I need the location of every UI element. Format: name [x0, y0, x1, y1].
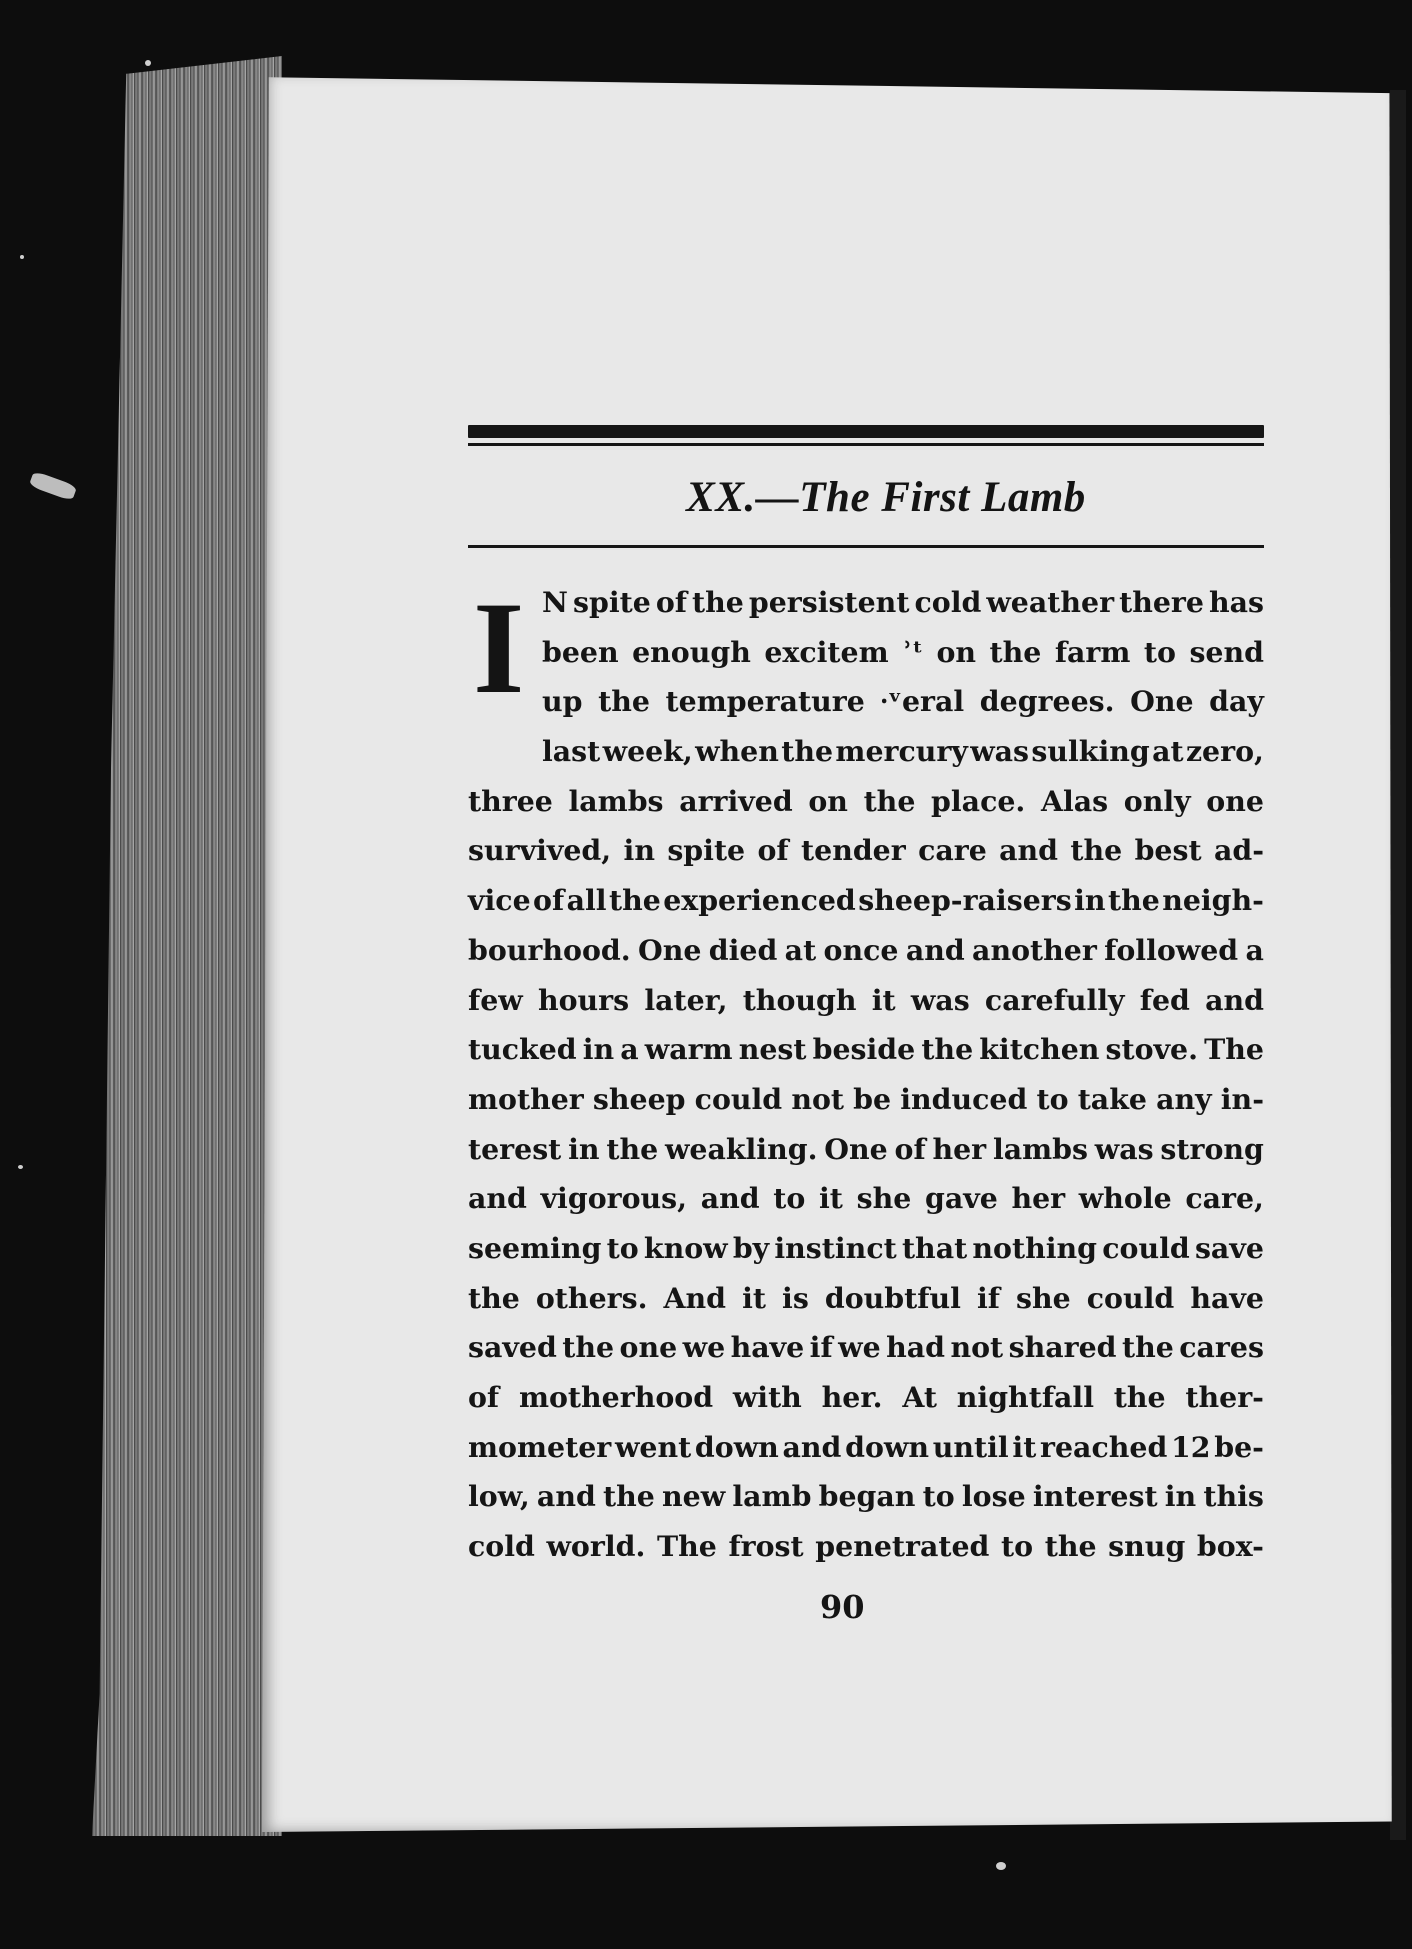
word: mercury — [835, 734, 968, 769]
book-fore-edge — [92, 56, 282, 1836]
word: And — [663, 1280, 727, 1315]
word: 12 — [1171, 1429, 1211, 1464]
text-line — [468, 876, 1264, 926]
word: and — [999, 833, 1059, 868]
word: sulking — [1031, 734, 1150, 769]
word: terest — [468, 1131, 562, 1166]
word: One — [824, 1131, 888, 1166]
word: ʾᵗ — [902, 634, 924, 669]
word: on — [808, 783, 848, 818]
word: warm — [644, 1032, 733, 1067]
text-line — [468, 1274, 1264, 1324]
word: box- — [1196, 1529, 1264, 1564]
word: at — [784, 932, 817, 967]
word: degrees. — [979, 684, 1115, 719]
word: vigorous, — [540, 1181, 688, 1216]
justified-line — [468, 1323, 1264, 1373]
word: not — [950, 1330, 1004, 1365]
word: vice — [468, 883, 531, 918]
word: others. — [535, 1280, 648, 1315]
justified-line — [542, 628, 1264, 678]
justified-line — [468, 1174, 1264, 1224]
word: have — [730, 1330, 805, 1365]
word: and — [700, 1181, 760, 1216]
word: interest — [1032, 1479, 1158, 1514]
word: her. — [821, 1380, 883, 1414]
word: kitchen — [979, 1032, 1100, 1067]
heading-rule-bottom — [468, 545, 1264, 548]
word: to — [773, 1181, 806, 1216]
word: shared — [1008, 1330, 1117, 1365]
word: any — [1156, 1081, 1212, 1116]
word: lambs — [568, 783, 664, 818]
text-line — [468, 1025, 1264, 1075]
justified-line — [468, 1025, 1264, 1075]
word: snug — [1108, 1529, 1186, 1564]
justified-line — [468, 777, 1264, 827]
word: the — [1107, 883, 1160, 918]
justified-line — [468, 1274, 1264, 1324]
word: take — [1077, 1081, 1147, 1116]
justified-line — [468, 976, 1264, 1026]
word: sheep — [592, 1081, 686, 1116]
word: she — [856, 1181, 912, 1216]
word: down — [845, 1429, 929, 1464]
word: strong — [1160, 1131, 1264, 1166]
word: temperature — [665, 684, 865, 719]
text-line — [468, 1323, 1264, 1373]
word: sheep-raisers — [858, 883, 1072, 918]
word: know — [643, 1230, 728, 1265]
word: The — [656, 1529, 717, 1564]
scan-speck — [29, 471, 78, 502]
word: has — [1208, 585, 1264, 619]
word: to — [1143, 634, 1176, 669]
word: farm — [1054, 634, 1131, 669]
word: nothing — [972, 1230, 1098, 1265]
word: care, — [1185, 1181, 1264, 1216]
word: cold — [468, 1529, 535, 1564]
word: lose — [961, 1479, 1026, 1514]
word: of — [894, 1131, 926, 1166]
word: bourhood. — [468, 932, 631, 967]
word: the — [598, 684, 650, 719]
word: it — [1012, 1429, 1037, 1464]
word: place. — [931, 783, 1026, 818]
word: the — [468, 1280, 520, 1315]
word: to — [1001, 1529, 1034, 1564]
word: saved — [468, 1330, 557, 1365]
justified-line — [468, 1224, 1264, 1274]
text-line — [468, 826, 1264, 876]
word: the — [608, 883, 661, 918]
word: there — [1119, 585, 1204, 619]
word: if — [809, 1330, 833, 1365]
justified-line — [468, 1373, 1264, 1423]
word: once — [823, 932, 899, 967]
text-line — [468, 1075, 1264, 1125]
word: down — [694, 1429, 779, 1464]
page-number: 90 — [820, 1588, 865, 1626]
chapter-heading: XX.—The First Lamb — [686, 474, 1086, 521]
text-line — [468, 777, 1264, 827]
word: fed — [1139, 982, 1190, 1017]
heading-rule-heavy — [468, 425, 1264, 438]
word: the — [1121, 1330, 1174, 1365]
word: it — [871, 982, 896, 1017]
justified-line — [468, 826, 1264, 876]
justified-line — [468, 876, 1264, 926]
word: a — [1245, 932, 1264, 967]
word: the — [921, 1032, 974, 1067]
word: of — [533, 883, 565, 918]
word: gave — [924, 1181, 998, 1216]
word: to — [1036, 1081, 1069, 1116]
word: if — [976, 1280, 1000, 1315]
word: in- — [1220, 1081, 1264, 1116]
justified-line — [468, 1423, 1264, 1473]
word: whole — [1078, 1181, 1172, 1216]
word: had — [886, 1330, 945, 1365]
word: her — [1011, 1181, 1066, 1216]
word: weather — [986, 585, 1115, 619]
word: doubtful — [824, 1280, 961, 1315]
word: neigh- — [1162, 883, 1264, 918]
word: could — [694, 1081, 783, 1116]
word: be- — [1214, 1429, 1264, 1464]
word: low, — [468, 1479, 530, 1514]
word: the — [989, 634, 1042, 669]
justified-line — [542, 727, 1264, 777]
word: until — [932, 1429, 1009, 1464]
word: in — [582, 1032, 615, 1067]
word: of — [757, 833, 789, 868]
text-line — [468, 1522, 1264, 1572]
justified-line — [468, 1125, 1264, 1175]
word: One — [637, 932, 702, 967]
text-line — [468, 1373, 1264, 1423]
word: save — [1194, 1230, 1264, 1265]
text-line — [468, 727, 1264, 777]
word: went — [614, 1429, 692, 1464]
word: stove. — [1105, 1032, 1199, 1067]
scan-speck — [18, 1165, 23, 1169]
word: the — [1113, 1380, 1166, 1414]
word: carefully — [984, 982, 1125, 1017]
word: could — [1102, 1230, 1190, 1265]
word: we — [838, 1330, 881, 1365]
word: ad- — [1213, 833, 1264, 868]
word: another — [972, 932, 1097, 967]
justified-line — [542, 677, 1264, 727]
word: one — [1206, 783, 1264, 818]
word: later, — [644, 982, 728, 1017]
word: and — [782, 1429, 842, 1464]
word: beside — [812, 1032, 916, 1067]
text-line — [468, 1423, 1264, 1473]
word: to — [606, 1230, 639, 1265]
word: and — [905, 932, 965, 967]
word: on — [936, 634, 977, 669]
word: only — [1123, 783, 1191, 818]
word: zero, — [1185, 734, 1264, 769]
word: nest — [738, 1032, 807, 1067]
word: she — [1016, 1280, 1071, 1315]
word: enough — [632, 634, 751, 669]
word: not — [791, 1081, 845, 1116]
word: when — [695, 734, 779, 769]
justified-line — [468, 1075, 1264, 1125]
word: instinct — [774, 1230, 897, 1265]
word: persistent — [748, 585, 910, 619]
word: tucked — [468, 1032, 577, 1067]
word: been — [542, 634, 619, 669]
word: with — [732, 1380, 802, 1414]
word: spite — [572, 585, 651, 619]
drop-cap: I — [473, 574, 525, 721]
word: in — [568, 1131, 600, 1166]
heading-rule-thin — [468, 443, 1264, 446]
word: hours — [537, 982, 630, 1017]
word: Alas — [1040, 783, 1109, 818]
word: mother — [468, 1081, 584, 1116]
word: up — [542, 684, 583, 719]
word: the — [606, 1131, 659, 1166]
word: all — [566, 883, 607, 918]
word: by — [732, 1230, 770, 1265]
word: have — [1190, 1280, 1264, 1315]
word: new — [662, 1479, 726, 1514]
scan-speck — [20, 255, 24, 259]
word: that — [901, 1230, 968, 1265]
word: her — [932, 1131, 987, 1166]
text-line — [468, 926, 1264, 976]
word: spite — [667, 833, 746, 868]
word: three — [468, 783, 553, 818]
word: followed — [1104, 932, 1239, 967]
word: was — [1094, 1131, 1154, 1166]
word: was — [910, 982, 970, 1017]
word: in — [1164, 1479, 1197, 1514]
word: we — [682, 1330, 726, 1365]
text-line — [468, 1174, 1264, 1224]
word: though — [742, 982, 857, 1017]
word: excitem — [764, 634, 889, 669]
word: At — [902, 1380, 937, 1414]
book-right-edge — [1390, 90, 1406, 1840]
word: few — [468, 982, 523, 1017]
word: day — [1209, 684, 1264, 719]
word: lamb — [732, 1479, 812, 1514]
justified-line — [542, 578, 1264, 628]
word: experienced — [663, 883, 856, 918]
word: nightfall — [956, 1380, 1094, 1414]
word: lambs — [992, 1131, 1088, 1166]
word: one — [619, 1330, 678, 1365]
word: care — [918, 833, 987, 868]
word: could — [1086, 1280, 1175, 1315]
text-line — [468, 677, 1264, 727]
word: survived, — [468, 833, 612, 868]
word: mometer — [468, 1429, 612, 1464]
word: send — [1189, 634, 1264, 669]
word: weakling. — [664, 1131, 818, 1166]
word: died — [708, 932, 778, 967]
word: the — [1044, 1529, 1097, 1564]
word: ther- — [1185, 1380, 1264, 1414]
word: was — [970, 734, 1030, 769]
word: began — [818, 1479, 916, 1514]
word: cares — [1179, 1330, 1264, 1365]
word: penetrated — [815, 1529, 990, 1564]
word: N — [542, 585, 568, 619]
word: of — [655, 585, 687, 619]
text-line — [468, 1472, 1264, 1522]
word: it — [819, 1181, 843, 1216]
word: the — [562, 1330, 615, 1365]
word: frost — [728, 1529, 804, 1564]
word: The — [1204, 1032, 1264, 1067]
word: the — [781, 734, 834, 769]
word: induced — [900, 1081, 1028, 1116]
word: and — [468, 1181, 527, 1216]
page-content — [468, 425, 1264, 1572]
word: arrived — [679, 783, 793, 818]
body-text — [468, 574, 1264, 1572]
scan-speck — [145, 60, 151, 66]
word: world. — [546, 1529, 646, 1564]
word: week, — [602, 734, 693, 769]
word: in — [1074, 883, 1106, 918]
justified-line — [468, 1522, 1264, 1572]
word: be — [853, 1081, 892, 1116]
word: in — [623, 833, 655, 868]
word: it — [742, 1280, 766, 1315]
scan-speck — [996, 1862, 1006, 1870]
text-line — [468, 628, 1264, 678]
word: to — [922, 1479, 955, 1514]
word: reached — [1040, 1429, 1168, 1464]
word: the — [863, 783, 916, 818]
word: is — [782, 1280, 809, 1315]
word: and — [1205, 982, 1264, 1017]
word: of — [468, 1380, 500, 1414]
text-line — [468, 1125, 1264, 1175]
word: the — [603, 1479, 655, 1514]
text-line — [468, 1224, 1264, 1274]
word: seeming — [468, 1230, 602, 1265]
word: a — [620, 1032, 639, 1067]
text-line — [468, 976, 1264, 1026]
word: best — [1134, 833, 1202, 868]
word: One — [1130, 684, 1194, 719]
word: and — [536, 1479, 596, 1514]
justified-line — [468, 1472, 1264, 1522]
text-line — [468, 578, 1264, 628]
word: cold — [914, 585, 982, 619]
word: the — [1070, 833, 1123, 868]
word: the — [692, 585, 744, 619]
word: tender — [801, 833, 906, 868]
justified-line — [468, 926, 1264, 976]
word: this — [1203, 1479, 1264, 1514]
word: at — [1152, 734, 1184, 769]
word: last — [542, 734, 601, 769]
word: motherhood — [518, 1380, 714, 1414]
word: ⸱ᵛeral — [880, 684, 965, 719]
